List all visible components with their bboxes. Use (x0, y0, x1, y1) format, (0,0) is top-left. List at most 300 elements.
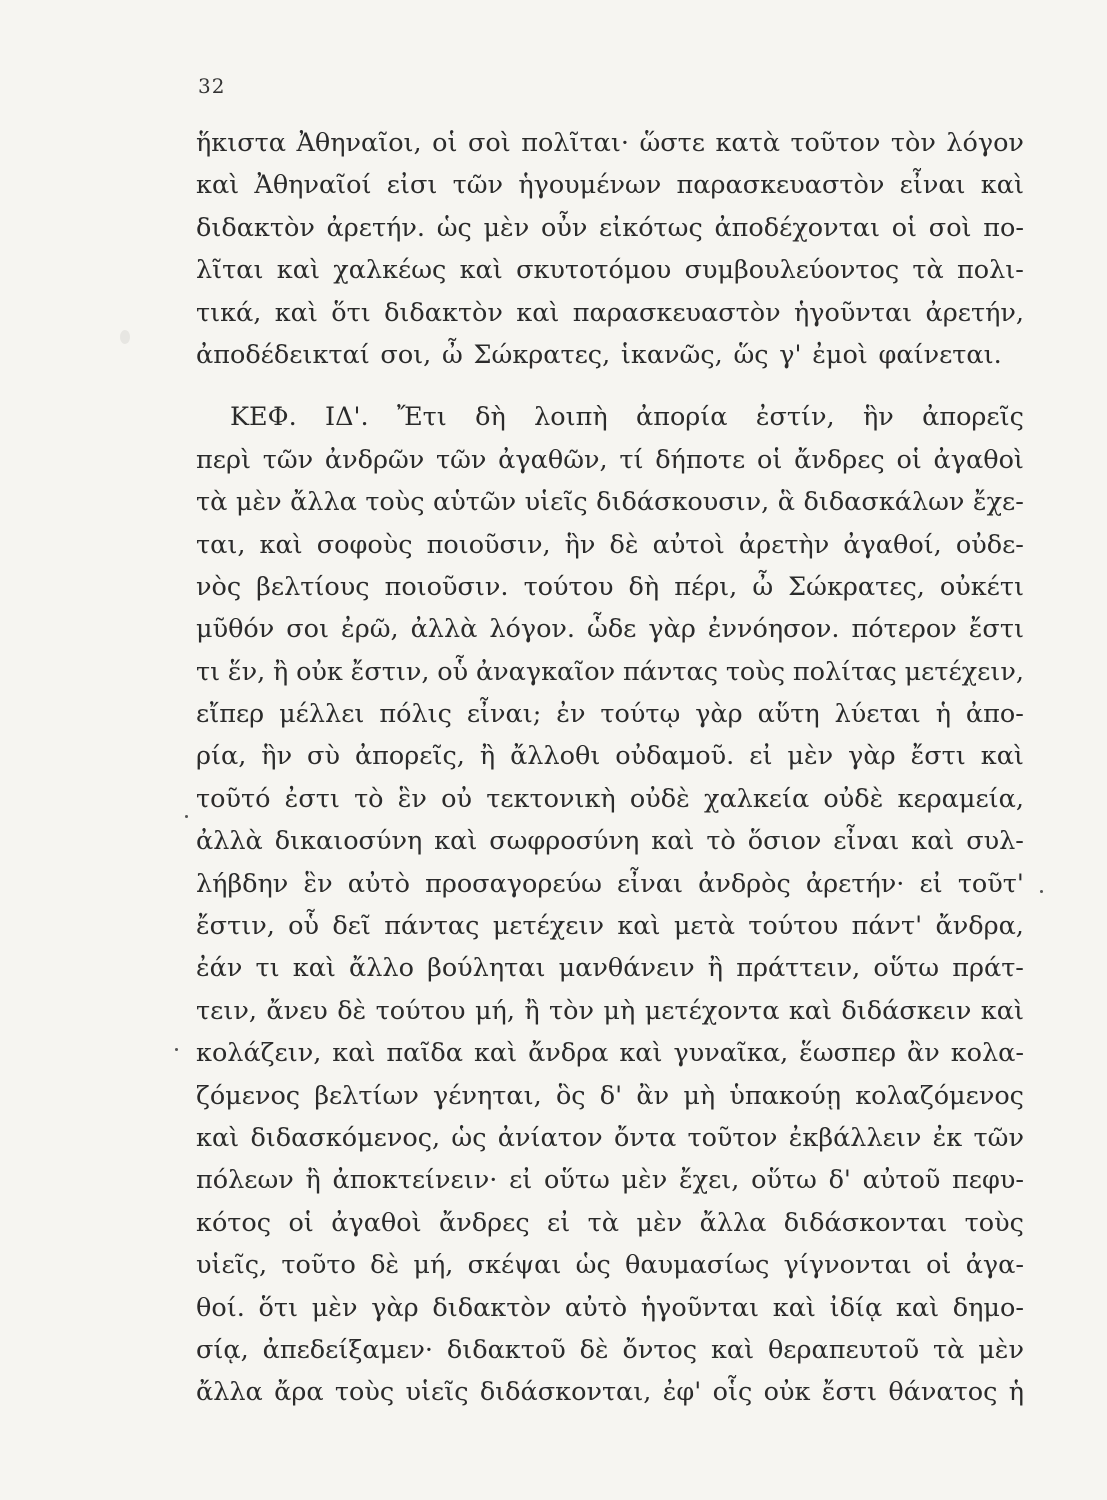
word: τὸν (549, 995, 595, 1026)
word: καὶ (459, 255, 503, 286)
word: οἱ (891, 212, 918, 243)
word: ἄρα (274, 1377, 324, 1408)
word: τοῦτον (687, 1122, 778, 1153)
word: ὅτι (258, 1292, 298, 1323)
body-text (196, 122, 1024, 1414)
word: ἡγοῦνται (793, 297, 913, 328)
word: μή, (474, 995, 515, 1026)
word: οἱ (288, 1207, 314, 1238)
text-line (196, 1244, 1024, 1286)
word: αὐτὸ (564, 1292, 628, 1323)
word: ἀγαθοὶ (933, 444, 1024, 475)
word: ἔχει, (678, 1165, 740, 1196)
word: ἄνευ (266, 995, 328, 1026)
word: κεραμεία, (897, 783, 1024, 814)
word: διδακτὸν (196, 212, 315, 243)
word: μετέχειν, (904, 656, 1024, 687)
word: δὲ (337, 995, 367, 1026)
word: συμβουλεύοντος (684, 255, 900, 286)
word: μὲν (787, 741, 834, 772)
word: εἶναι (899, 170, 966, 201)
text-line (196, 990, 1024, 1032)
word: οὐδε- (955, 529, 1024, 560)
word: συλ- (966, 826, 1024, 857)
word: πόλις (379, 699, 452, 730)
word: τι (255, 953, 280, 984)
word: παρασκευαστὸν (572, 297, 781, 328)
word: τοῦτ' (957, 868, 1024, 899)
word: ἀγα- (965, 1250, 1024, 1281)
word: ἐμοὶ (812, 339, 868, 370)
word: υἱεῖς (405, 1377, 469, 1408)
word: καὶ (292, 953, 336, 984)
word: ὄντος (622, 1334, 698, 1365)
word: δὲ (609, 529, 639, 560)
text-line (196, 693, 1024, 735)
word: Σώκρατες, (473, 339, 611, 370)
word: μὲν (978, 1334, 1024, 1365)
word: οἱ (896, 444, 922, 475)
word: σκυτοτόμου (516, 255, 672, 286)
word: τικά, (196, 297, 262, 328)
word: πόλεων (196, 1165, 294, 1196)
word: παρασκευαστὸν (676, 170, 885, 201)
word: ἥκιστα (196, 128, 286, 158)
word: οὐκ (296, 656, 343, 687)
word: χαλκεία (704, 783, 810, 814)
word: οἷς (712, 1377, 753, 1408)
word: καὶ (980, 170, 1024, 201)
word: ἀρετὴν (738, 529, 830, 560)
text-line (196, 524, 1024, 566)
text-line (196, 1371, 1024, 1413)
word: τοῦτον (790, 128, 881, 158)
paragraph-gap (196, 376, 1024, 396)
word: ἔστιν, (350, 656, 430, 687)
word: τί (619, 444, 644, 475)
word: ἄλλα (196, 1377, 263, 1408)
word: ὃς (555, 1080, 586, 1111)
word: μετὰ (673, 911, 735, 942)
word: ἰδίᾳ (829, 1292, 883, 1323)
text-line (196, 207, 1024, 249)
word: πέρι, (674, 571, 738, 602)
word: τεκτονικὴ (486, 783, 616, 814)
word: τούτου (523, 571, 614, 602)
word: ἄλλο (349, 953, 414, 984)
word: πότερον (851, 614, 957, 645)
word: πάντ' (851, 911, 923, 942)
word: ποιοῦσιν, (426, 529, 551, 560)
text-line (196, 820, 1024, 862)
word: λήβδην (196, 868, 289, 899)
word: οἱ (432, 128, 458, 158)
word: ἃ (777, 487, 795, 518)
scan-smudge (120, 330, 130, 344)
word: ἀρετήν· (805, 868, 905, 899)
text-line (196, 122, 1024, 164)
text-line (196, 1329, 1024, 1371)
word: ἄνδρες (794, 444, 885, 475)
word: διδάσκουσιν, (596, 487, 770, 518)
word: ται, (196, 529, 246, 560)
word: υἱεῖς (524, 487, 588, 518)
word: περὶ (196, 444, 251, 475)
word: ποιοῦσιν. (384, 571, 509, 602)
text-line (196, 778, 1024, 820)
word: δημο- (952, 1292, 1024, 1323)
word: μή, (413, 1250, 454, 1281)
word: ὧδε (587, 614, 637, 645)
word: χαλκέως (333, 255, 447, 286)
word: ὦ (752, 571, 774, 602)
word: τούτῳ (600, 699, 681, 730)
word: ὅτι (331, 297, 371, 328)
text-line (196, 1117, 1024, 1159)
word: ἀποδέχονται (714, 212, 880, 243)
text-line (196, 1202, 1024, 1244)
word: θαυμασίως (625, 1250, 770, 1281)
word: ὑπακούῃ (729, 1080, 841, 1111)
scan-speck (185, 815, 188, 818)
word: τούτου (375, 995, 466, 1026)
word: σοι (286, 614, 330, 645)
word: τὸ (354, 783, 384, 814)
word: μὴ (683, 1080, 716, 1111)
word: θάνατος (888, 1377, 998, 1408)
word: τοὺς (964, 1207, 1024, 1238)
word: ἀγαθοί, (843, 529, 942, 560)
word: καὶ (619, 1038, 663, 1069)
word: μὲν (636, 1207, 683, 1238)
text-line (196, 1032, 1024, 1074)
paragraph-1 (196, 122, 1024, 376)
word: ΙΔ'. (325, 402, 369, 433)
word: ὥστε (639, 128, 705, 158)
word: ὦ (442, 339, 463, 370)
word: μὲν (621, 1165, 668, 1196)
word: διδάσκονται, (479, 1377, 652, 1408)
word: ἀρετήν. (326, 212, 425, 243)
word: κολάζειν, (196, 1038, 322, 1069)
word: ἀγαθῶν, (498, 444, 608, 475)
word: ἀλλὰ (410, 614, 478, 645)
word: ἀπορία (635, 402, 728, 433)
text-line (196, 735, 1024, 777)
text-line (196, 947, 1024, 989)
word: διδακτὸν (432, 1292, 552, 1323)
word: γ' (779, 339, 802, 370)
word: εἰσι (386, 170, 438, 201)
word: διδακτὸν (384, 297, 503, 328)
text-line (196, 651, 1024, 693)
word: καὶ (651, 826, 695, 857)
word: θεραπευτοῦ (767, 1334, 920, 1365)
word: ἀπεδείξαμεν· (262, 1334, 434, 1365)
word: ἣν (564, 529, 596, 560)
word: διδακτοῦ (446, 1334, 566, 1365)
word: μετέχοντα (644, 995, 780, 1026)
word: πο- (983, 212, 1024, 243)
word: τι (196, 656, 221, 687)
word: ἓν (397, 783, 427, 814)
word: ἀνδρῶν (324, 444, 425, 475)
word: δὴ (628, 571, 660, 602)
word: εἴπερ (196, 699, 265, 730)
word: οὕτω (873, 953, 940, 984)
word: κότος (196, 1207, 272, 1238)
page-number: 32 (198, 74, 226, 98)
word: ἡ (935, 699, 951, 730)
word: καὶ (911, 826, 955, 857)
word: εἰ (509, 1165, 533, 1196)
word: τὸ (706, 826, 736, 857)
word: διδάσκειν (841, 995, 972, 1026)
word: δὲ (579, 1334, 609, 1365)
word: καὶ (276, 255, 320, 286)
text-line (196, 439, 1024, 481)
word: Ἔτι (396, 402, 447, 433)
word: λύεται (834, 699, 921, 730)
word: ἢ (273, 656, 289, 687)
word: ἄλλα (290, 487, 357, 518)
word: παῖδα (386, 1038, 463, 1069)
word: λοιπὴ (534, 402, 608, 433)
word: ἀρετήν, (925, 297, 1024, 328)
word: διδασκάλων (803, 487, 965, 518)
word: βελτίους (256, 571, 370, 602)
text-line (196, 1287, 1024, 1329)
word: πολῖται· (521, 128, 629, 158)
word: καὶ (617, 911, 661, 942)
word: τῶν (973, 1122, 1024, 1153)
word: λόγον (946, 128, 1024, 158)
word: δήποτε (655, 444, 746, 475)
word: ΚΕΦ. (230, 402, 297, 433)
word: καὶ (980, 995, 1024, 1026)
word: ἓν (303, 868, 333, 899)
word: καὶ (434, 826, 478, 857)
word: σκέψαι (467, 1250, 562, 1281)
word: πάντας (622, 656, 719, 687)
word: καὶ (895, 1292, 940, 1323)
word: καὶ (473, 1038, 518, 1069)
word: σίᾳ, (196, 1334, 249, 1365)
chapter-heading-line (196, 396, 1024, 438)
word: ἕωσπερ (799, 1038, 897, 1069)
word: λῖται (196, 255, 264, 286)
text-line (196, 164, 1024, 206)
word: οὐδὲ (629, 783, 690, 814)
word: λόγον. (489, 614, 576, 645)
word: αὕτη (757, 699, 820, 730)
word: τὰ (196, 487, 228, 518)
word: ρία, (196, 741, 247, 772)
word: ἄνδρα, (935, 911, 1024, 942)
word: οὐ (441, 783, 473, 814)
word: προσαγορεύω (425, 868, 602, 899)
word: γένηται, (433, 1080, 542, 1111)
scan-speck (1040, 890, 1043, 893)
word: ἢ (524, 995, 540, 1026)
word: σοὶ (928, 212, 972, 243)
word: μὲν (235, 487, 282, 518)
word: σοὶ (468, 128, 511, 158)
word: βελτίων (314, 1080, 419, 1111)
word: ἱκανῶς, (620, 339, 723, 370)
word: εἰ (547, 1207, 571, 1238)
word: μέλλει (279, 699, 365, 730)
word: ἂν (906, 1038, 940, 1069)
word: γὰρ (371, 1292, 419, 1323)
word: διδασκόμενος, (250, 1122, 441, 1153)
text-line (196, 1075, 1024, 1117)
word: τῶν (436, 444, 487, 475)
word: ἀποκτείνειν· (332, 1165, 498, 1196)
text-line (196, 249, 1024, 291)
word: Ἀθηναῖοι, (296, 128, 422, 158)
word: τὰ (933, 1334, 965, 1365)
word: εἰκότως (599, 212, 703, 243)
word: πολίτας (792, 656, 897, 687)
word: πράττειν, (736, 953, 861, 984)
word: τοὺς (334, 1377, 395, 1408)
text-line (196, 481, 1024, 523)
word: αὑτῶν (433, 487, 517, 518)
word: ζόμενος (196, 1080, 301, 1111)
word: δ' (828, 1165, 851, 1196)
word: ἀπο- (965, 699, 1024, 730)
word: οὐδὲ (823, 783, 884, 814)
word: ὄντα (613, 1122, 677, 1153)
word: οὐκέτι (939, 571, 1024, 602)
word: ἔχε- (972, 487, 1024, 518)
word: γὰρ (848, 741, 896, 772)
word: ἔστι (910, 741, 966, 772)
word: δ' (599, 1080, 623, 1111)
word: τούτου (748, 911, 839, 942)
word: κολαζόμενος (855, 1080, 1024, 1111)
word: γὰρ (695, 699, 743, 730)
word: γὰρ (648, 614, 696, 645)
word: Σώκρατες, (788, 571, 925, 602)
word: τῶν (452, 170, 504, 201)
word: γυναῖκα, (673, 1038, 789, 1069)
word: δικαιοσύνη (274, 826, 423, 857)
word: ἐν (556, 699, 586, 730)
word: καὶ (259, 529, 303, 560)
word: τῶν (262, 444, 314, 475)
word: αὐτὸ (347, 868, 410, 899)
text-line (196, 292, 1024, 334)
word: καὶ (516, 297, 560, 328)
word: πολι- (957, 255, 1024, 286)
word: κατὰ (715, 128, 780, 158)
word: ἄλλα (699, 1207, 767, 1238)
word: ἀνδρὸς (698, 868, 791, 899)
word: καὶ (332, 1038, 376, 1069)
word: βούληται (427, 953, 546, 984)
word: καὶ (196, 170, 240, 201)
word: μὲν (311, 1292, 358, 1323)
text-line (196, 334, 1024, 376)
word: μὲν (483, 212, 530, 243)
word: ἐκβάλλειν (788, 1122, 922, 1153)
word: ἡ (1008, 1377, 1024, 1408)
word: ἐστι (284, 783, 340, 814)
word: ἐφ' (662, 1377, 702, 1408)
word: ἀποδέδεικταί (196, 339, 370, 370)
word: σοφοὺς (316, 529, 413, 560)
word: ἐστίν, (755, 402, 835, 433)
word: ἀναγκαῖον (475, 656, 616, 687)
word: αὐτοῦ (862, 1165, 941, 1196)
word: ἄνδρα (528, 1038, 609, 1069)
word: καὶ (274, 297, 318, 328)
word: οὗ (288, 911, 320, 942)
word: σὺ (307, 741, 340, 772)
word: δὴ (475, 402, 506, 433)
word: ἀπορεῖς, (354, 741, 465, 772)
text-line (196, 608, 1024, 650)
word: ἄνδρες (439, 1207, 530, 1238)
text-line (196, 1159, 1024, 1201)
word: ἐάν (196, 953, 243, 984)
word: δὲ (370, 1250, 400, 1281)
word: μῦθόν (196, 614, 275, 645)
word: οἱ (926, 1250, 952, 1281)
word: ἔστιν, (196, 911, 275, 942)
text-line (196, 566, 1024, 608)
paragraph-2-chapter-14 (196, 396, 1024, 1413)
word: ἣν (261, 741, 293, 772)
word: καὶ (788, 995, 832, 1026)
word: θοί. (196, 1292, 245, 1323)
word: ἡγοῦνται (640, 1292, 760, 1323)
word: οὗ (437, 656, 469, 687)
word: ἀνίατον (497, 1122, 603, 1153)
word: οὕτω (751, 1165, 817, 1196)
word: τοὺς (365, 487, 425, 518)
word: ὥς (733, 339, 769, 370)
word: τὰ (912, 255, 944, 286)
word: νὸς (196, 571, 242, 602)
word: εἰ (749, 741, 773, 772)
word: πεφυ- (952, 1165, 1024, 1196)
word: καὶ (196, 1122, 240, 1153)
word: εἶναι (617, 868, 683, 899)
word: φαίνεται. (878, 339, 1002, 370)
word: οὖν (540, 212, 588, 243)
word: σοι, (380, 339, 432, 370)
word: αὐτοὶ (652, 529, 725, 560)
scan-speck (175, 1048, 178, 1051)
text-line (196, 905, 1024, 947)
word: καὶ (710, 1334, 755, 1365)
word: ἔστι (968, 614, 1024, 645)
word: τοῦτο (281, 1250, 356, 1281)
word: σωφροσύνη (489, 826, 640, 857)
word: τὰ (587, 1207, 619, 1238)
word: ἀλλὰ (196, 826, 263, 857)
word: ὅσιον (747, 826, 822, 857)
word: κολα- (950, 1038, 1024, 1069)
word: ἡγουμένων (518, 170, 662, 201)
word: ὡς (575, 1250, 611, 1281)
word: οὐκ (763, 1377, 811, 1408)
word: ἀπορεῖς (922, 402, 1024, 433)
word: ἀγαθοὶ (331, 1207, 422, 1238)
